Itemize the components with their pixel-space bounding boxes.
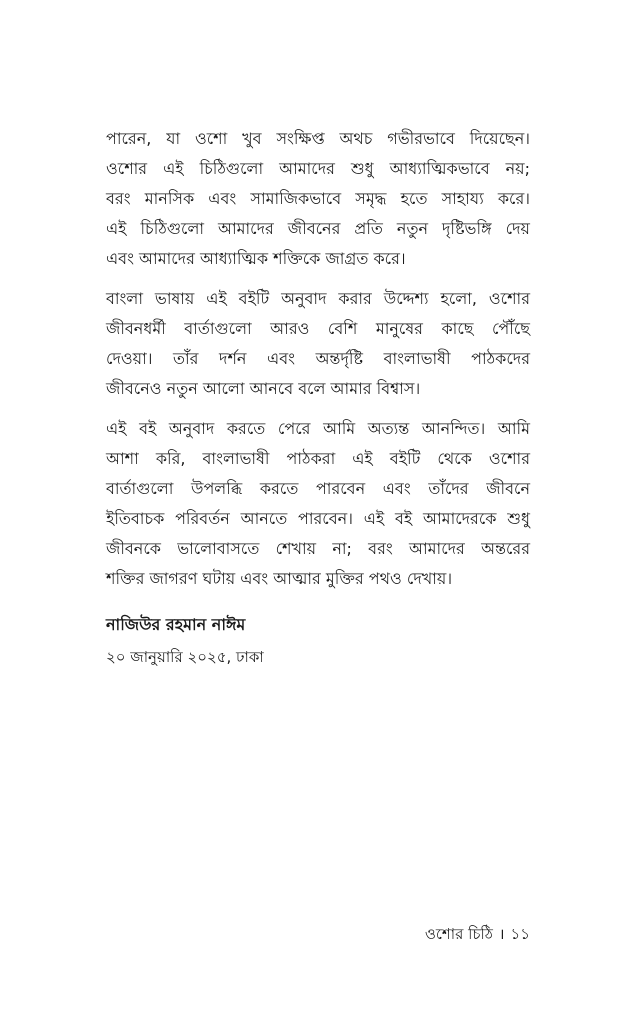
date-place: ২০ জানুয়ারি ২০২৫, ঢাকা xyxy=(106,648,264,666)
translator-name: নাজিউর রহমান নাঈম xyxy=(106,615,246,634)
body-text xyxy=(106,124,530,604)
page-number: ১১ xyxy=(510,925,530,943)
paragraph-3 xyxy=(106,414,530,594)
text-line: দেওয়া। তাঁর দর্শন এবং অন্তর্দৃষ্টি বাংলাভাষী পাঠকদের xyxy=(106,349,530,368)
text-line: আশা করি, বাংলাভাষী পাঠকরা এই বইটি থেকে ওশোর xyxy=(106,449,530,468)
running-title: ওশোর চিঠি xyxy=(424,925,493,943)
text-line: পারেন, যা ওশো খুব সংক্ষিপ্ত অথচ গভীরভাবে দিয়েছেন। xyxy=(106,129,530,148)
text-line: এই চিঠিগুলো আমাদের জীবনের প্রতি নতুন দৃষ্টিভঙ্গি দেয় xyxy=(106,219,530,238)
text-line: এই বই অনুবাদ করতে পেরে আমি অত্যন্ত আনন্দিত। আমি xyxy=(106,419,530,438)
page-footer xyxy=(425,922,530,946)
text-line: এবং আমাদের আধ্যাত্মিক শক্তিকে জাগ্রত করে। xyxy=(106,249,406,268)
text-line: জীবনধর্মী বার্তাগুলো আরও বেশি মানুষের কাছে পৌঁছে xyxy=(106,319,530,338)
footer-separator: । xyxy=(498,925,505,943)
text-line: বরং মানসিক এবং সামাজিকভাবে সমৃদ্ধ হতে সাহায্য করে। xyxy=(106,189,530,208)
paragraph-2 xyxy=(106,284,530,404)
text-line: বার্তাগুলো উপলব্ধি করতে পারবেন এবং তাঁদের জীবনে xyxy=(106,479,530,498)
text-line: জীবনেও নতুন আলো আনবে বলে আমার বিশ্বাস। xyxy=(106,379,421,398)
text-line: শক্তির জাগরণ ঘটায় এবং আত্মার মুক্তির পথও দেখায়। xyxy=(106,569,453,588)
text-line: ইতিবাচক পরিবর্তন আনতে পারবেন। এই বই আমাদেরকে শুধু xyxy=(106,509,530,528)
signature-block xyxy=(106,612,530,670)
text-line: ওশোর এই চিঠিগুলো আমাদের শুধু আধ্যাত্মিকভাবে নয়; xyxy=(106,159,530,178)
paragraph-1 xyxy=(106,124,530,274)
text-line: জীবনকে ভালোবাসতে শেখায় না; বরং আমাদের অন্তরের xyxy=(106,539,530,558)
text-line: বাংলা ভাষায় এই বইটি অনুবাদ করার উদ্দেশ্য হলো, ওশোর xyxy=(106,289,530,308)
